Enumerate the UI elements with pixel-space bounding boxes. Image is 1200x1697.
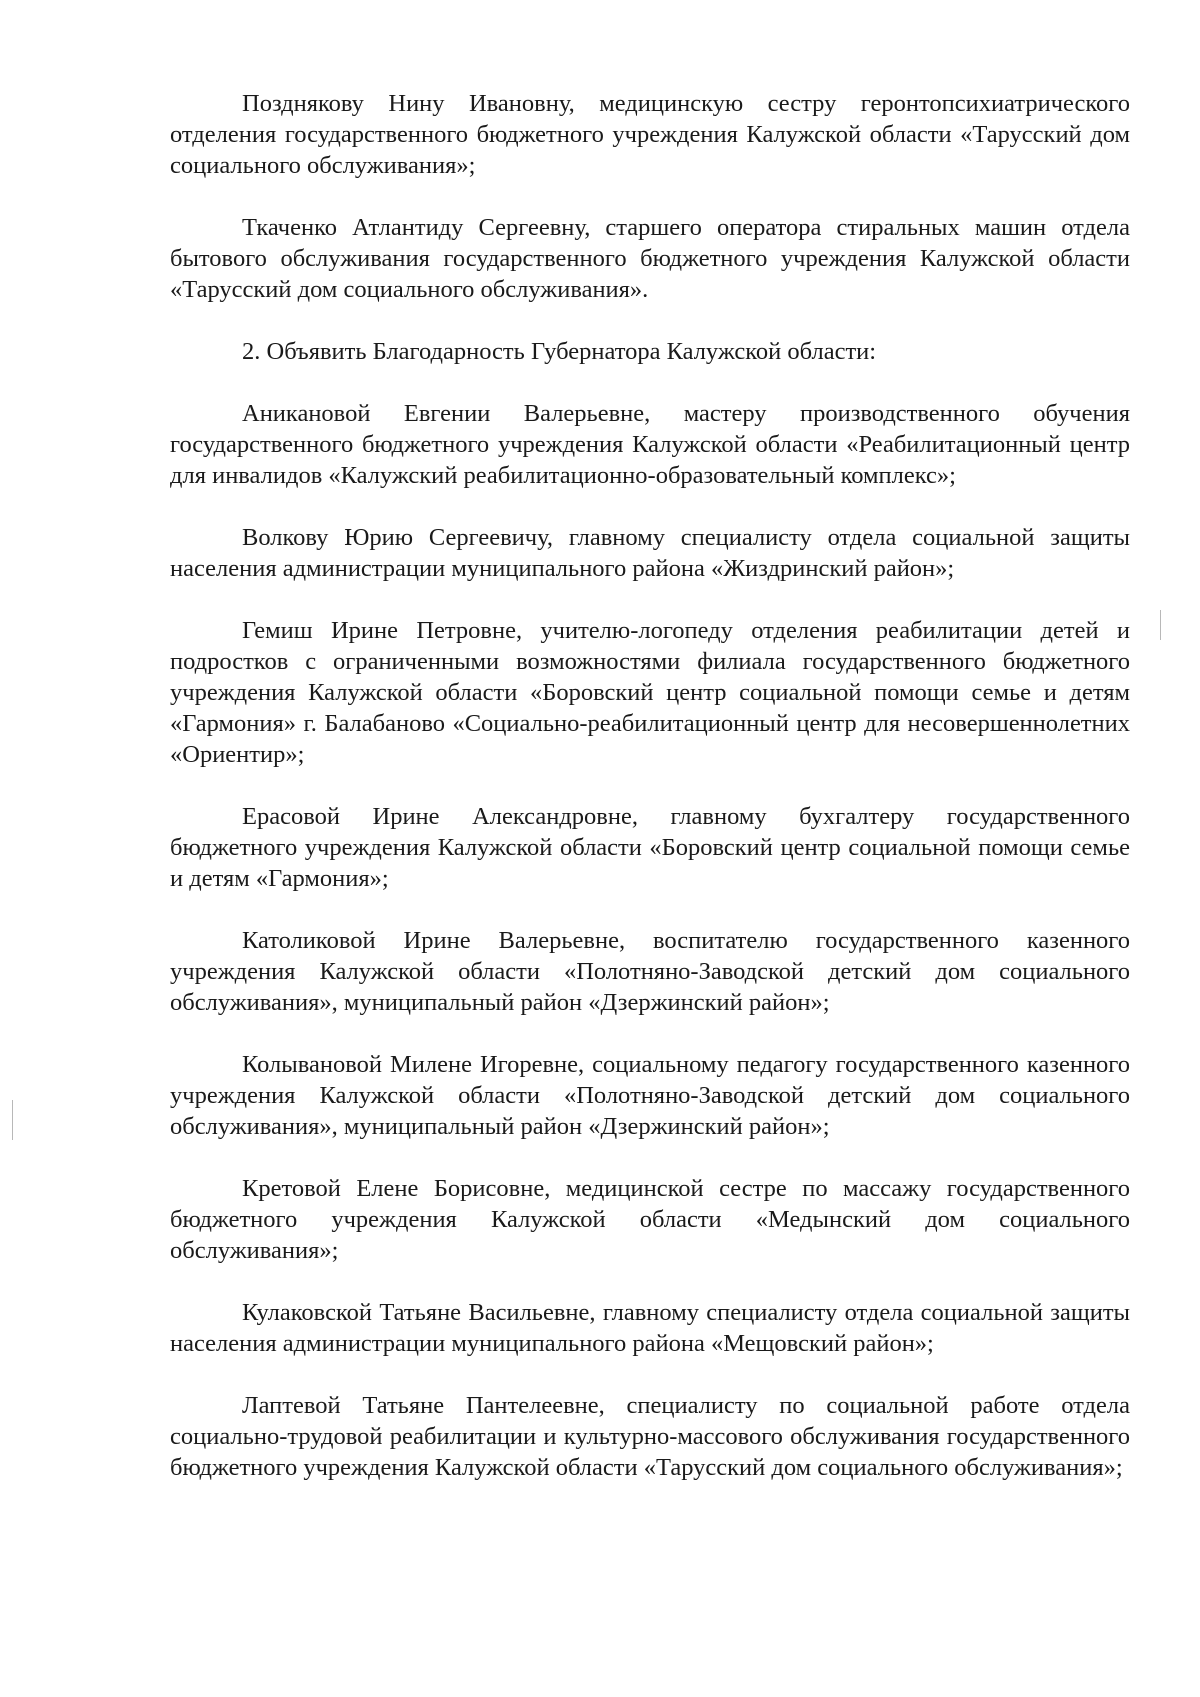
paragraph-gratitude-anikanova: Аникановой Евгении Валерьевне, мастеру производственного обучения государственного бюджетного учреждения Калужской области «Реабилитационный центр для инвалидов «Калужский реабилитационно-образовательный комплекс»; [170, 400, 1130, 489]
paragraph-award-pozdnyakova: Позднякову Нину Ивановну, медицинскую сестру геронтопсихиатрического отделения государственного бюджетного учреждения Калужской области «Тарусский дом социального обслуживания»; [170, 90, 1130, 179]
paragraph-gratitude-erasova: Ерасовой Ирине Александровне, главному бухгалтеру государственного бюджетного учреждения Калужской области «Боровский центр социальной помощи семье и детям «Гармония»; [170, 803, 1130, 892]
scan-artifact-line [1160, 610, 1161, 640]
paragraph-gratitude-lapteva: Лаптевой Татьяне Пантелеевне, специалисту по социальной работе отдела социально-трудовой реабилитации и культурно-массового обслуживания государственного бюджетного учреждения Калужской области «Тарусский дом социального обслуживания»; [170, 1392, 1130, 1481]
scan-artifact-line [12, 1100, 13, 1140]
section-heading-gratitude: 2. Объявить Благодарность Губернатора Калужской области: [242, 338, 877, 365]
paragraph-gratitude-volkov: Волкову Юрию Сергеевичу, главному специалисту отдела социальной защиты населения администрации муниципального района «Жиздринский район»; [170, 524, 1130, 582]
paragraph-gratitude-katolikova: Католиковой Ирине Валерьевне, воспитателю государственного казенного учреждения Калужской области «Полотняно-Заводской детский дом социального обслуживания», муниципальный район «Дзержинский район»; [170, 927, 1130, 1016]
paragraph-gratitude-kolyvanova: Колывановой Милене Игоревне, социальному педагогу государственного казенного учреждения Калужской области «Полотняно-Заводской детский дом социального обслуживания», муниципальный район «Дзержинский район»; [170, 1051, 1130, 1140]
paragraph-gratitude-kretova: Кретовой Елене Борисовне, медицинской сестре по массажу государственного бюджетного учреждения Калужской области «Медынский дом социального обслуживания»; [170, 1175, 1130, 1264]
paragraph-gratitude-kulakovskaya: Кулаковской Татьяне Васильевне, главному специалисту отдела социальной защиты населения администрации муниципального района «Мещовский район»; [170, 1299, 1130, 1357]
paragraph-gratitude-gemish: Гемиш Ирине Петровне, учителю-логопеду отделения реабилитации детей и подростков с ограниченными возможностями филиала государственного бюджетного учреждения Калужской области «Боровский центр социальной помощи семье и детям «Гармония» г. Балабаново «Социально-реабилитационный центр для несовершеннолетних «Ориентир»; [170, 617, 1130, 768]
document-body [170, 88, 1130, 1514]
paragraph-award-tkachenko: Ткаченко Атлантиду Сергеевну, старшего оператора стиральных машин отдела бытового обслуживания государственного бюджетного учреждения Калужской области «Тарусский дом социального обслуживания». [170, 214, 1130, 303]
